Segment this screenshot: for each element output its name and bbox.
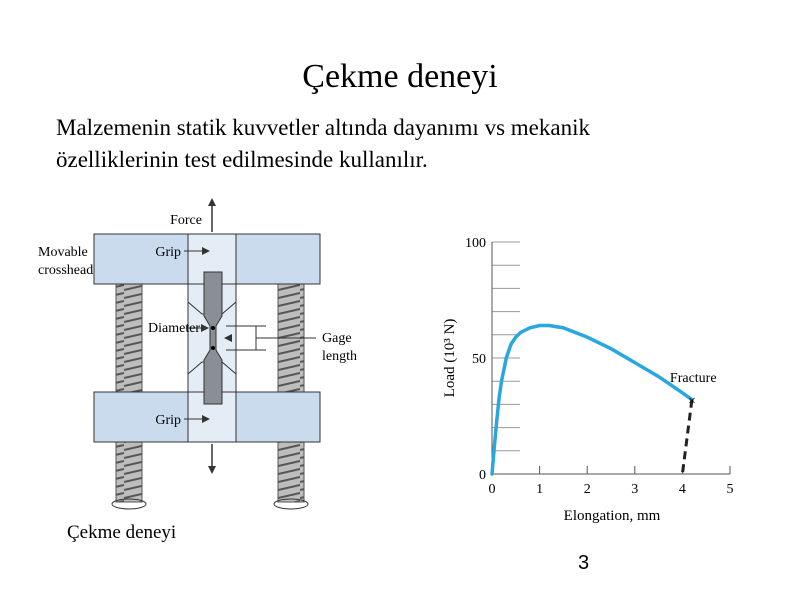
fracture-label: Fracture	[669, 370, 717, 386]
body-line-2: özelliklerinin test edilmesinde kullanılır.	[56, 147, 428, 172]
label-grip-top: Grip	[155, 245, 181, 260]
y-tick-label: 0	[479, 468, 486, 483]
label-length: length	[322, 349, 357, 364]
x-axis-label: Elongation, mm	[563, 508, 661, 524]
label-diameter: Diameter	[148, 321, 201, 336]
x-tick-label: 3	[631, 482, 639, 497]
right-screw-lower	[278, 442, 304, 502]
tensile-machine-diagram	[36, 196, 366, 516]
label-crosshead: crosshead	[38, 263, 94, 278]
load-elongation-chart	[432, 226, 752, 526]
y-tick-label: 100	[465, 236, 486, 251]
left-screw	[116, 284, 142, 392]
x-tick-label: 5	[726, 482, 734, 497]
load-curve	[492, 326, 692, 474]
label-grip-bottom: Grip	[155, 413, 181, 428]
label-gage: Gage	[322, 331, 352, 346]
x-tick-label: 2	[583, 482, 591, 497]
page-number: 3	[578, 552, 590, 574]
x-tick-label: 0	[488, 482, 496, 497]
x-tick-label: 4	[678, 482, 686, 497]
y-axis-label: Load (10³ N)	[442, 318, 458, 398]
fracture-mark: ×	[687, 393, 696, 409]
slide-body	[56, 112, 756, 176]
slide-title: Çekme deneyi	[302, 58, 498, 95]
fracture-drop-line	[682, 400, 692, 474]
figure-caption: Çekme deneyi	[67, 522, 177, 543]
x-tick-label: 1	[536, 482, 544, 497]
left-screw-lower	[116, 442, 142, 502]
body-line-1: Malzemenin statik kuvvetler altında dayanımı vs mekanik	[56, 115, 590, 140]
label-movable: Movable	[38, 245, 88, 260]
y-tick-label: 50	[472, 352, 486, 367]
label-force: Force	[170, 213, 202, 228]
